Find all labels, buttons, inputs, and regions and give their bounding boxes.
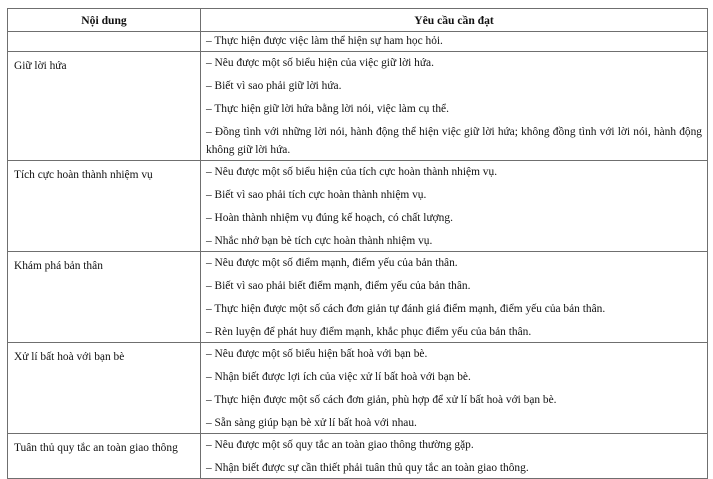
requirement-item: – Nêu được một số điểm mạnh, điểm yếu của bản thân.: [206, 257, 458, 269]
table-row: [8, 161, 708, 252]
requirement-item: – Nêu được một số biểu hiện của việc giữ lời hứa.: [206, 57, 434, 69]
requirements-cell: [201, 52, 708, 161]
requirement-item: – Sẵn sàng giúp bạn bè xử lí bất hoà với nhau.: [206, 417, 417, 429]
requirement-item: – Nhắc nhở bạn bè tích cực hoàn thành nhiệm vụ.: [206, 235, 433, 247]
topic-cell: Khám phá bản thân: [8, 252, 201, 343]
curriculum-table: [7, 8, 708, 479]
topic-cell: Giữ lời hứa: [8, 52, 201, 161]
table-row: [8, 343, 708, 434]
requirement-item: – Hoàn thành nhiệm vụ đúng kế hoạch, có chất lượng.: [206, 212, 453, 224]
header-row: [8, 9, 708, 32]
continuation-row: [8, 32, 708, 52]
table-row: [8, 252, 708, 343]
requirement-item: – Biết vì sao phải tích cực hoàn thành nhiệm vụ.: [206, 189, 427, 201]
requirements-cell: [201, 161, 708, 252]
table-row: [8, 434, 708, 479]
requirement-item: – Thực hiện được một số cách đơn giản, phù hợp để xử lí bất hoà với bạn bè.: [206, 394, 557, 406]
requirements-cell: [201, 343, 708, 434]
requirement-item: – Thực hiện giữ lời hứa bằng lời nói, việc làm cụ thể.: [206, 103, 449, 115]
requirement-item: – Nhận biết được sự cần thiết phải tuân thủ quy tắc an toàn giao thông.: [206, 462, 529, 474]
requirement-item: – Nêu được một số quy tắc an toàn giao thông thường gặp.: [206, 439, 474, 451]
requirement-item: – Biết vì sao phải biết điểm mạnh, điểm yếu của bản thân.: [206, 280, 471, 292]
requirement-item: – Đồng tình với những lời nói, hành động thể hiện việc giữ lời hứa; không đồng tình với lời nói, hành động không giữ lời hứa.: [206, 126, 702, 156]
topic-cell: Xử lí bất hoà với bạn bè: [8, 343, 201, 434]
header-requirements: Yêu cầu cần đạt: [201, 9, 708, 32]
topic-cell: Tuân thủ quy tắc an toàn giao thông: [8, 434, 201, 479]
requirement-item: – Nêu được một số biểu hiện của tích cực hoàn thành nhiệm vụ.: [206, 166, 498, 178]
continuation-topic-cell: [8, 32, 201, 52]
requirement-item: – Thực hiện được một số cách đơn giản tự đánh giá điểm mạnh, điểm yếu của bản thân.: [206, 303, 606, 315]
topic-cell: Tích cực hoàn thành nhiệm vụ: [8, 161, 201, 252]
requirement-item: – Biết vì sao phải giữ lời hứa.: [206, 80, 342, 92]
requirement-item: – Thực hiện được việc làm thể hiện sự ham học hỏi.: [206, 35, 443, 47]
requirement-item: – Nhận biết được lợi ích của việc xử lí bất hoà với bạn bè.: [206, 371, 471, 383]
requirement-item: – Nêu được một số biểu hiện bất hoà với bạn bè.: [206, 348, 428, 360]
continuation-requirements-cell: [201, 32, 708, 52]
header-content: Nội dung: [8, 9, 201, 32]
table-row: [8, 52, 708, 161]
requirements-cell: [201, 252, 708, 343]
requirement-item: – Rèn luyện để phát huy điểm mạnh, khắc phục điểm yếu của bản thân.: [206, 326, 532, 338]
requirements-cell: [201, 434, 708, 479]
